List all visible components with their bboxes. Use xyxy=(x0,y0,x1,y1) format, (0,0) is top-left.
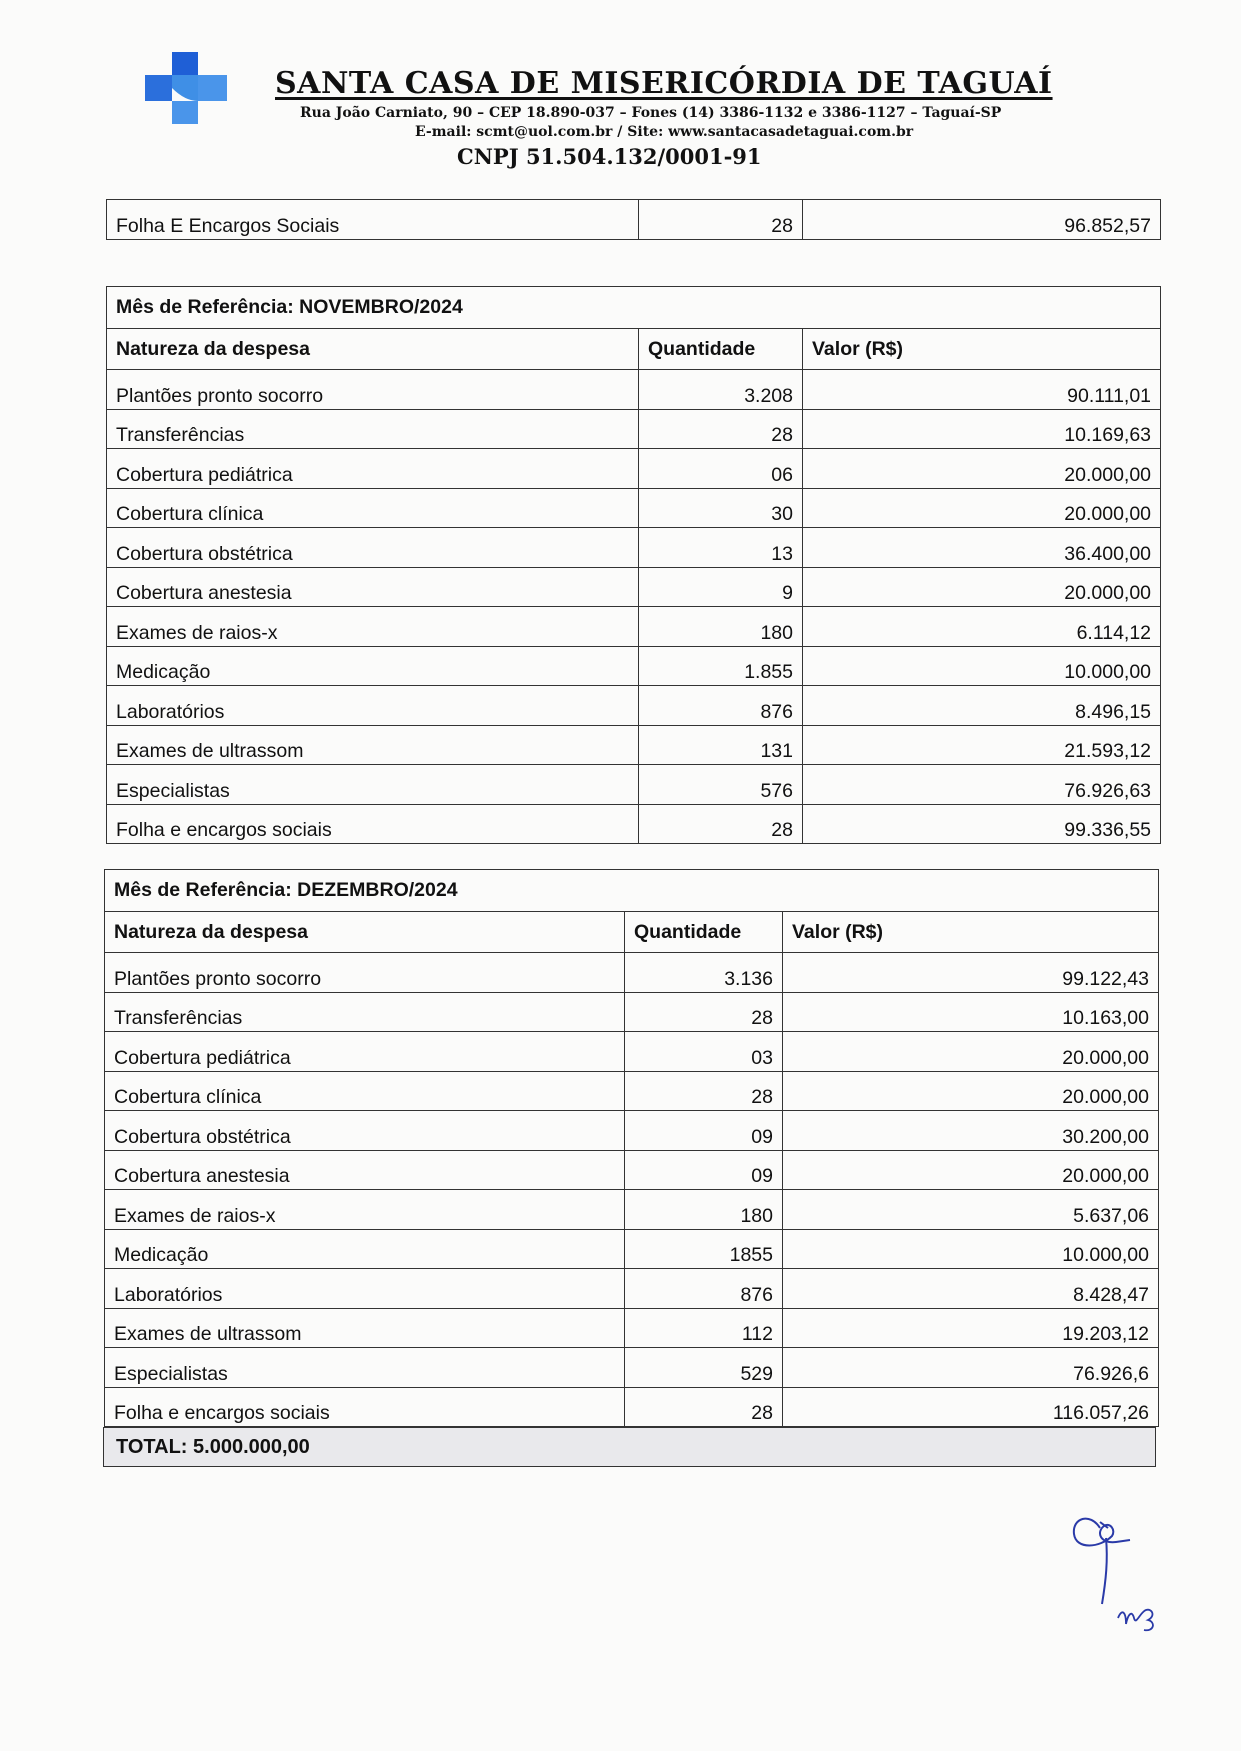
expense-label: Plantões pronto socorro xyxy=(105,953,625,993)
expense-label: Folha e encargos sociais xyxy=(105,1387,625,1427)
contact-line: E-mail: scmt@uol.com.br / Site: www.santacasadetaguai.com.br xyxy=(415,124,914,140)
organization-name: SANTA CASA DE MISERICÓRDIA DE TAGUAÍ xyxy=(275,66,1053,101)
column-header-value: Valor (R$) xyxy=(783,912,1159,953)
expense-value: 76.926,63 xyxy=(803,765,1161,805)
expense-label: Cobertura obstétrica xyxy=(107,528,639,568)
column-header-row xyxy=(107,329,1161,370)
november-expense-table xyxy=(106,286,1161,844)
expense-quantity: 876 xyxy=(639,686,803,726)
expense-value: 8.496,15 xyxy=(803,686,1161,726)
carryover-table xyxy=(106,199,1161,240)
expense-value: 20.000,00 xyxy=(803,488,1161,528)
expense-label: Medicação xyxy=(107,646,639,686)
table-row xyxy=(107,686,1161,726)
expense-value: 10.169,63 xyxy=(803,409,1161,449)
column-header-quantity: Quantidade xyxy=(625,912,783,953)
blue-cross-logo-icon xyxy=(145,52,227,124)
expense-value: 20.000,00 xyxy=(783,1071,1159,1111)
table-row xyxy=(105,1308,1159,1348)
reference-month-row xyxy=(107,287,1161,329)
table-row xyxy=(105,1111,1159,1151)
table-row xyxy=(107,409,1161,449)
expense-quantity: 112 xyxy=(625,1308,783,1348)
table-row xyxy=(107,528,1161,568)
expense-value: 8.428,47 xyxy=(783,1269,1159,1309)
table-row xyxy=(107,804,1161,844)
expense-quantity: 1855 xyxy=(625,1229,783,1269)
column-header-row xyxy=(105,912,1159,953)
table-row xyxy=(107,646,1161,686)
expense-label: Cobertura pediátrica xyxy=(105,1032,625,1072)
expense-label: Especialistas xyxy=(105,1348,625,1388)
reference-month-row xyxy=(105,870,1159,912)
total-box: TOTAL: 5.000.000,00 xyxy=(103,1427,1156,1467)
expense-value: 36.400,00 xyxy=(803,528,1161,568)
expense-quantity: 3.136 xyxy=(625,953,783,993)
table-row xyxy=(105,1071,1159,1111)
expense-quantity: 180 xyxy=(625,1190,783,1230)
table-row xyxy=(107,567,1161,607)
table-row xyxy=(107,488,1161,528)
expense-label: Cobertura obstétrica xyxy=(105,1111,625,1151)
expense-value: 10.163,00 xyxy=(783,992,1159,1032)
address-line: Rua João Carniato, 90 – CEP 18.890-037 – Fones (14) 3386-1132 e 3386-1127 – Taguaí-SP xyxy=(300,105,1002,121)
table-row xyxy=(107,607,1161,647)
column-header-value: Valor (R$) xyxy=(803,329,1161,370)
table-row xyxy=(107,370,1161,410)
expense-quantity: 576 xyxy=(639,765,803,805)
reference-month: Mês de Referência: DEZEMBRO/2024 xyxy=(105,870,1159,912)
expense-quantity: 28 xyxy=(639,200,803,240)
letterhead xyxy=(145,52,1145,170)
expense-quantity: 180 xyxy=(639,607,803,647)
table-row xyxy=(105,1269,1159,1309)
expense-label: Medicação xyxy=(105,1229,625,1269)
expense-quantity: 529 xyxy=(625,1348,783,1388)
expense-value: 19.203,12 xyxy=(783,1308,1159,1348)
expense-value: 90.111,01 xyxy=(803,370,1161,410)
expense-quantity: 28 xyxy=(625,992,783,1032)
table-row xyxy=(105,1032,1159,1072)
expense-value: 20.000,00 xyxy=(803,449,1161,489)
table-row xyxy=(107,200,1161,240)
expense-quantity: 28 xyxy=(625,1387,783,1427)
expense-label: Exames de ultrassom xyxy=(105,1308,625,1348)
expense-value: 30.200,00 xyxy=(783,1111,1159,1151)
expense-label: Cobertura anestesia xyxy=(107,567,639,607)
expense-quantity: 09 xyxy=(625,1150,783,1190)
expense-label: Plantões pronto socorro xyxy=(107,370,639,410)
expense-value: 10.000,00 xyxy=(803,646,1161,686)
table-row xyxy=(105,1190,1159,1230)
expense-value: 116.057,26 xyxy=(783,1387,1159,1427)
expense-value: 21.593,12 xyxy=(803,725,1161,765)
expense-label: Cobertura pediátrica xyxy=(107,449,639,489)
table-row xyxy=(105,1229,1159,1269)
expense-label: Cobertura clínica xyxy=(107,488,639,528)
table-row xyxy=(107,449,1161,489)
reference-month: Mês de Referência: NOVEMBRO/2024 xyxy=(107,287,1161,329)
expense-quantity: 06 xyxy=(639,449,803,489)
expense-quantity: 13 xyxy=(639,528,803,568)
expense-label: Especialistas xyxy=(107,765,639,805)
expense-value: 96.852,57 xyxy=(803,200,1161,240)
column-header-nature: Natureza da despesa xyxy=(105,912,625,953)
expense-value: 20.000,00 xyxy=(783,1032,1159,1072)
expense-label: Exames de ultrassom xyxy=(107,725,639,765)
expense-value: 76.926,6 xyxy=(783,1348,1159,1388)
expense-quantity: 876 xyxy=(625,1269,783,1309)
expense-label: Laboratórios xyxy=(105,1269,625,1309)
expense-quantity: 3.208 xyxy=(639,370,803,410)
table-row xyxy=(105,992,1159,1032)
expense-value: 99.122,43 xyxy=(783,953,1159,993)
expense-quantity: 28 xyxy=(639,804,803,844)
column-header-quantity: Quantidade xyxy=(639,329,803,370)
expense-label: Transferências xyxy=(107,409,639,449)
expense-quantity: 09 xyxy=(625,1111,783,1151)
expense-label: Transferências xyxy=(105,992,625,1032)
table-row xyxy=(107,725,1161,765)
december-expense-table xyxy=(104,869,1159,1427)
table-row xyxy=(107,765,1161,805)
expense-label: Folha e encargos sociais xyxy=(107,804,639,844)
expense-label: Laboratórios xyxy=(107,686,639,726)
expense-label: Exames de raios-x xyxy=(105,1190,625,1230)
expense-quantity: 1.855 xyxy=(639,646,803,686)
expense-label: Exames de raios-x xyxy=(107,607,639,647)
expense-quantity: 28 xyxy=(639,409,803,449)
expense-value: 20.000,00 xyxy=(783,1150,1159,1190)
expense-value: 20.000,00 xyxy=(803,567,1161,607)
expense-value: 99.336,55 xyxy=(803,804,1161,844)
expense-value: 6.114,12 xyxy=(803,607,1161,647)
expense-quantity: 30 xyxy=(639,488,803,528)
table-row xyxy=(105,1348,1159,1388)
expense-label: Cobertura anestesia xyxy=(105,1150,625,1190)
expense-quantity: 131 xyxy=(639,725,803,765)
expense-quantity: 28 xyxy=(625,1071,783,1111)
column-header-nature: Natureza da despesa xyxy=(107,329,639,370)
table-row xyxy=(105,1150,1159,1190)
expense-quantity: 03 xyxy=(625,1032,783,1072)
expense-value: 10.000,00 xyxy=(783,1229,1159,1269)
expense-label: Folha E Encargos Sociais xyxy=(107,200,639,240)
table-row xyxy=(105,953,1159,993)
table-row xyxy=(105,1387,1159,1427)
expense-value: 5.637,06 xyxy=(783,1190,1159,1230)
expense-quantity: 9 xyxy=(639,567,803,607)
expense-label: Cobertura clínica xyxy=(105,1071,625,1111)
cnpj-line: CNPJ 51.504.132/0001-91 xyxy=(457,144,762,169)
handwritten-signature-icon xyxy=(1060,1500,1180,1650)
